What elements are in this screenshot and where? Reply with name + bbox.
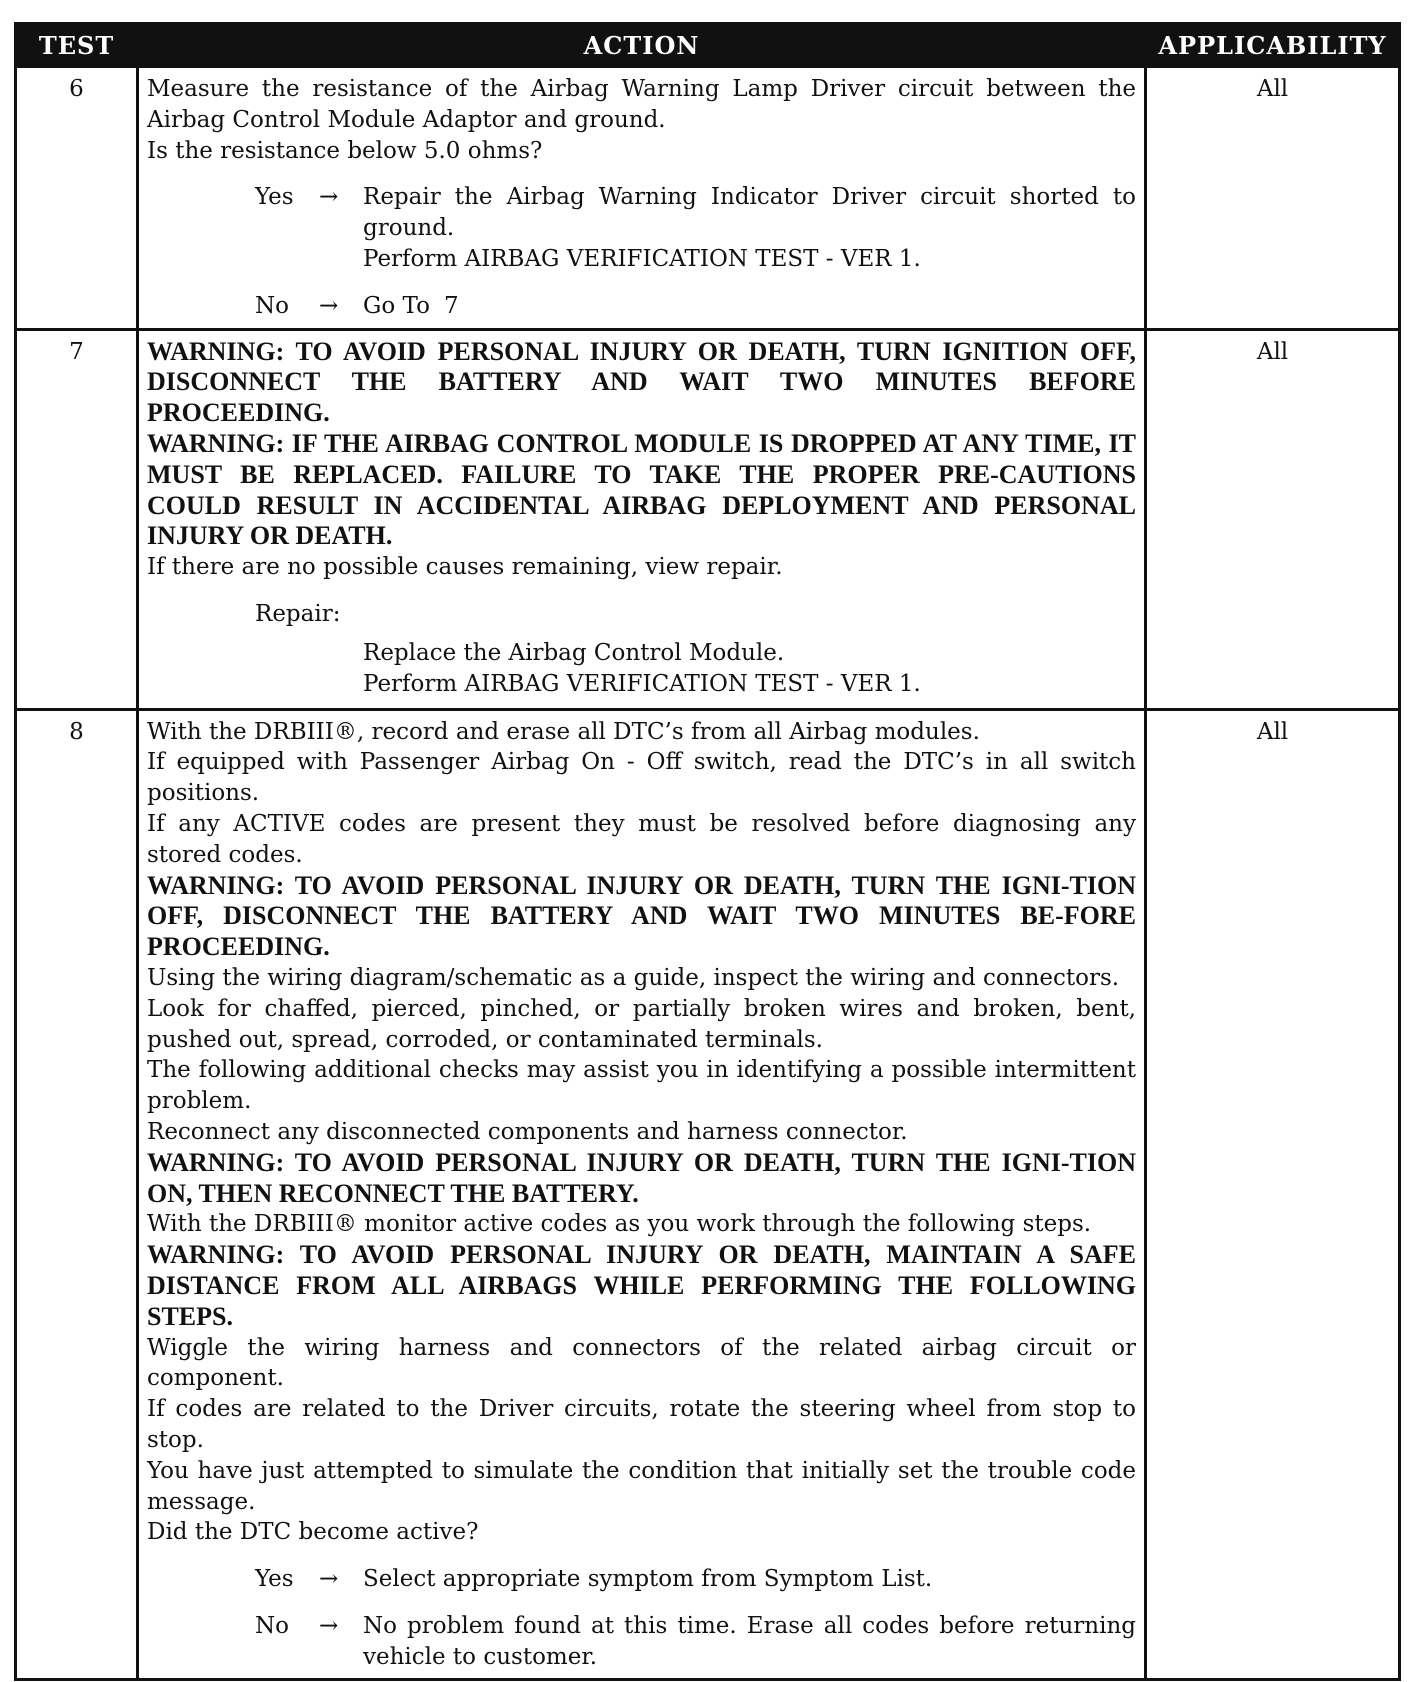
yes-result-line: Perform AIRBAG VERIFICATION TEST - VER 1. <box>363 245 921 272</box>
applicability-value: All <box>1146 329 1400 709</box>
no-result: No problem found at this time. Erase all codes before returning vehicle to customer. <box>363 1612 1136 1670</box>
action-text: Using the wiring diagram/schematic as a guide, inspect the wiring and connectors. <box>147 964 1120 991</box>
no-label: No <box>255 292 289 319</box>
yes-answer <box>255 182 1136 274</box>
repair-steps <box>363 638 1136 700</box>
action-text: Measure the resistance of the Airbag Warning Lamp Driver circuit between the Airbag Control Module Adaptor and ground. <box>147 76 1136 133</box>
warning-text: WARNING: TO AVOID PERSONAL INJURY OR DEATH, TURN IGNITION OFF, DISCONNECT THE BATTERY AND WAIT TWO MINUTES BEFORE PROCEEDING. <box>147 336 1136 428</box>
yes-answer <box>255 1564 1136 1595</box>
action-text: If there are no possible causes remaining, view repair. <box>147 554 783 581</box>
yes-result <box>363 182 1136 274</box>
test-number: 6 <box>16 67 138 330</box>
repair-step: Perform AIRBAG VERIFICATION TEST - VER 1. <box>363 670 921 697</box>
header-test: TEST <box>16 24 138 67</box>
yes-label: Yes <box>255 1566 294 1593</box>
table-row <box>16 709 1400 1680</box>
action-text: Wiggle the wiring harness and connectors of the related airbag circuit or component. <box>147 1334 1136 1392</box>
repair-label: Repair: <box>255 600 341 627</box>
action-text: Reconnect any disconnected components and harness connector. <box>147 1118 908 1145</box>
diagnostic-table <box>14 22 1401 1681</box>
header-action: ACTION <box>138 24 1146 67</box>
action-text: With the DRBIII®, record and erase all DTC’s from all Airbag modules. <box>147 718 980 745</box>
arrow-right-icon: → <box>319 1612 339 1639</box>
table-header-row <box>16 24 1400 67</box>
action-text: The following additional checks may assist you in identifying a possible intermittent problem. <box>147 1057 1136 1115</box>
no-result <box>363 291 1136 322</box>
action-cell <box>138 709 1146 1680</box>
yes-result: Select appropriate symptom from Symptom List. <box>363 1566 933 1593</box>
table-row <box>16 67 1400 330</box>
action-cell <box>138 67 1146 330</box>
action-text: Look for chaffed, pierced, pinched, or partially broken wires and broken, bent, pushed out, spread, corroded, or contaminated terminals. <box>147 995 1136 1053</box>
no-answer <box>255 291 1136 322</box>
header-applicability: APPLICABILITY <box>1146 24 1400 67</box>
test-number: 8 <box>16 709 138 1680</box>
warning-text: WARNING: IF THE AIRBAG CONTROL MODULE IS DROPPED AT ANY TIME, IT MUST BE REPLACED. FAILURE TO TAKE THE PROPER PRE-CAUTIONS COULD RESULT IN ACCIDENTAL AIRBAG DEPLOYMENT AND PERSONAL INJURY OR DEATH. <box>147 428 1136 551</box>
action-text: If equipped with Passenger Airbag On - Off switch, read the DTC’s in all switch positions. <box>147 749 1136 807</box>
goto-text: Go To <box>363 292 430 319</box>
warning-text: WARNING: TO AVOID PERSONAL INJURY OR DEATH, MAINTAIN A SAFE DISTANCE FROM ALL AIRBAGS WHILE PERFORMING THE FOLLOWING STEPS. <box>147 1240 1136 1331</box>
action-cell <box>138 329 1146 709</box>
arrow-right-icon: → <box>319 292 339 319</box>
applicability-value: All <box>1146 709 1400 1680</box>
yes-result-line: Repair the Airbag Warning Indicator Driver circuit shorted to ground. <box>363 184 1136 242</box>
action-text: You have just attempted to simulate the condition that initially set the trouble code message. <box>147 1457 1136 1515</box>
no-label: No <box>255 1612 289 1639</box>
repair-step: Replace the Airbag Control Module. <box>363 639 785 666</box>
action-text: If codes are related to the Driver circuits, rotate the steering wheel from stop to stop. <box>147 1396 1136 1453</box>
diagnostic-page <box>14 22 1398 1681</box>
no-answer <box>255 1611 1136 1673</box>
test-number: 7 <box>16 329 138 709</box>
applicability-value: All <box>1146 67 1400 330</box>
yes-label: Yes <box>255 184 294 211</box>
warning-text: WARNING: TO AVOID PERSONAL INJURY OR DEATH, TURN THE IGNI-TION OFF, DISCONNECT THE BATTERY AND WAIT TWO MINUTES BE-FORE PROCEEDING. <box>147 870 1136 962</box>
action-question: Is the resistance below 5.0 ohms? <box>147 137 543 164</box>
action-text: If any ACTIVE codes are present they must be resolved before diagnosing any stored codes. <box>147 810 1136 868</box>
action-question: Did the DTC become active? <box>147 1519 479 1546</box>
warning-text: WARNING: TO AVOID PERSONAL INJURY OR DEATH, TURN THE IGNI-TION ON, THEN RECONNECT THE BATTERY. <box>147 1147 1136 1208</box>
arrow-right-icon: → <box>319 1566 339 1593</box>
table-row <box>16 329 1400 709</box>
goto-target: 7 <box>443 292 459 319</box>
arrow-right-icon: → <box>319 184 339 211</box>
action-text: With the DRBIII® monitor active codes as you work through the following steps. <box>147 1211 1092 1238</box>
